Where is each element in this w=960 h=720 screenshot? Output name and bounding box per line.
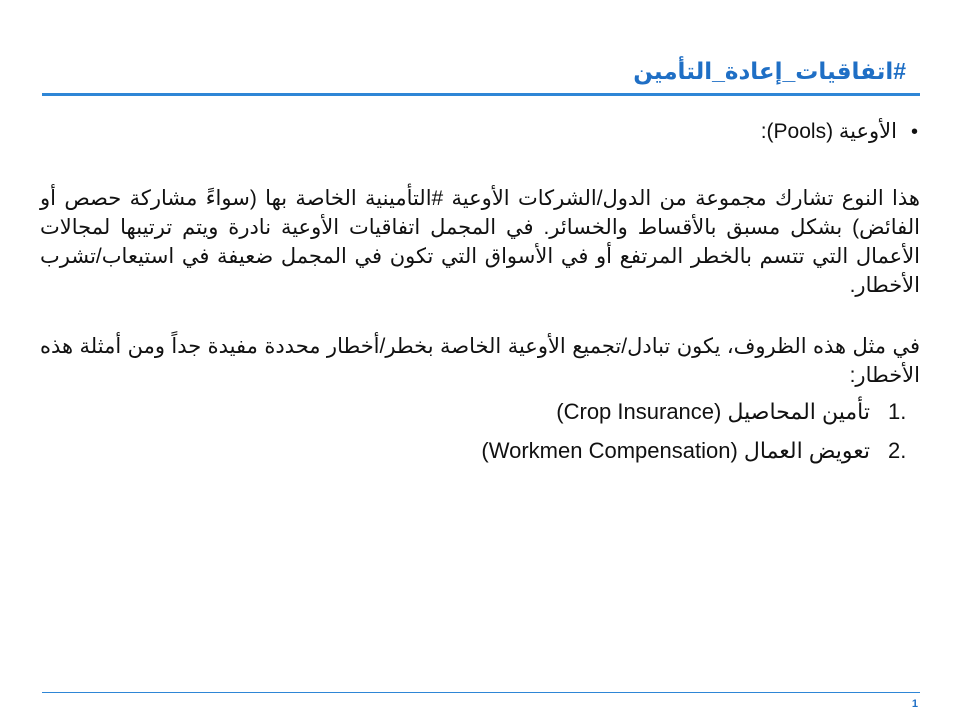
list-item xyxy=(40,398,916,437)
numbered-list xyxy=(40,398,920,476)
list-item-text: تعويض العمال (Workmen Compensation) xyxy=(481,438,870,463)
footer-divider xyxy=(42,692,920,693)
bullet-text: الأوعية (Pools): xyxy=(760,120,897,143)
title-divider xyxy=(42,93,920,96)
list-item-number: 1. xyxy=(888,399,907,424)
bullet-item xyxy=(40,118,918,146)
slide-title: #اتفاقيات_إعادة_التأمين xyxy=(633,58,906,84)
list-item xyxy=(40,437,916,476)
slide-body xyxy=(40,118,920,476)
paragraph-definition: هذا النوع تشارك مجموعة من الدول/الشركات الأوعية #التأمينية الخاصة بها (سواءً مشاركة حصص أو الفائض) بشكل مسبق بالأقساط والخسائر. في المجمل اتفاقيات الأوعية نادرة ويتم ترتيبها لمجالات الأعمال التي تتسم بالخطر المرتفع أو في الأسواق التي تكون في المجمل ضعيفة في استيعاب/تشرب الأخطار. xyxy=(40,187,920,297)
page-number: 1 xyxy=(911,698,918,710)
bullet-dot-icon: • xyxy=(910,121,918,143)
list-item-number: 2. xyxy=(888,438,907,463)
paragraph-examples-intro: في مثل هذه الظروف، يكون تبادل/تجميع الأوعية الخاصة بخطر/أخطار محددة مفيدة جداً ومن أمثلة هذه الأخطار: xyxy=(40,335,920,387)
list-item-text: تأمين المحاصيل (Crop Insurance) xyxy=(556,399,870,424)
